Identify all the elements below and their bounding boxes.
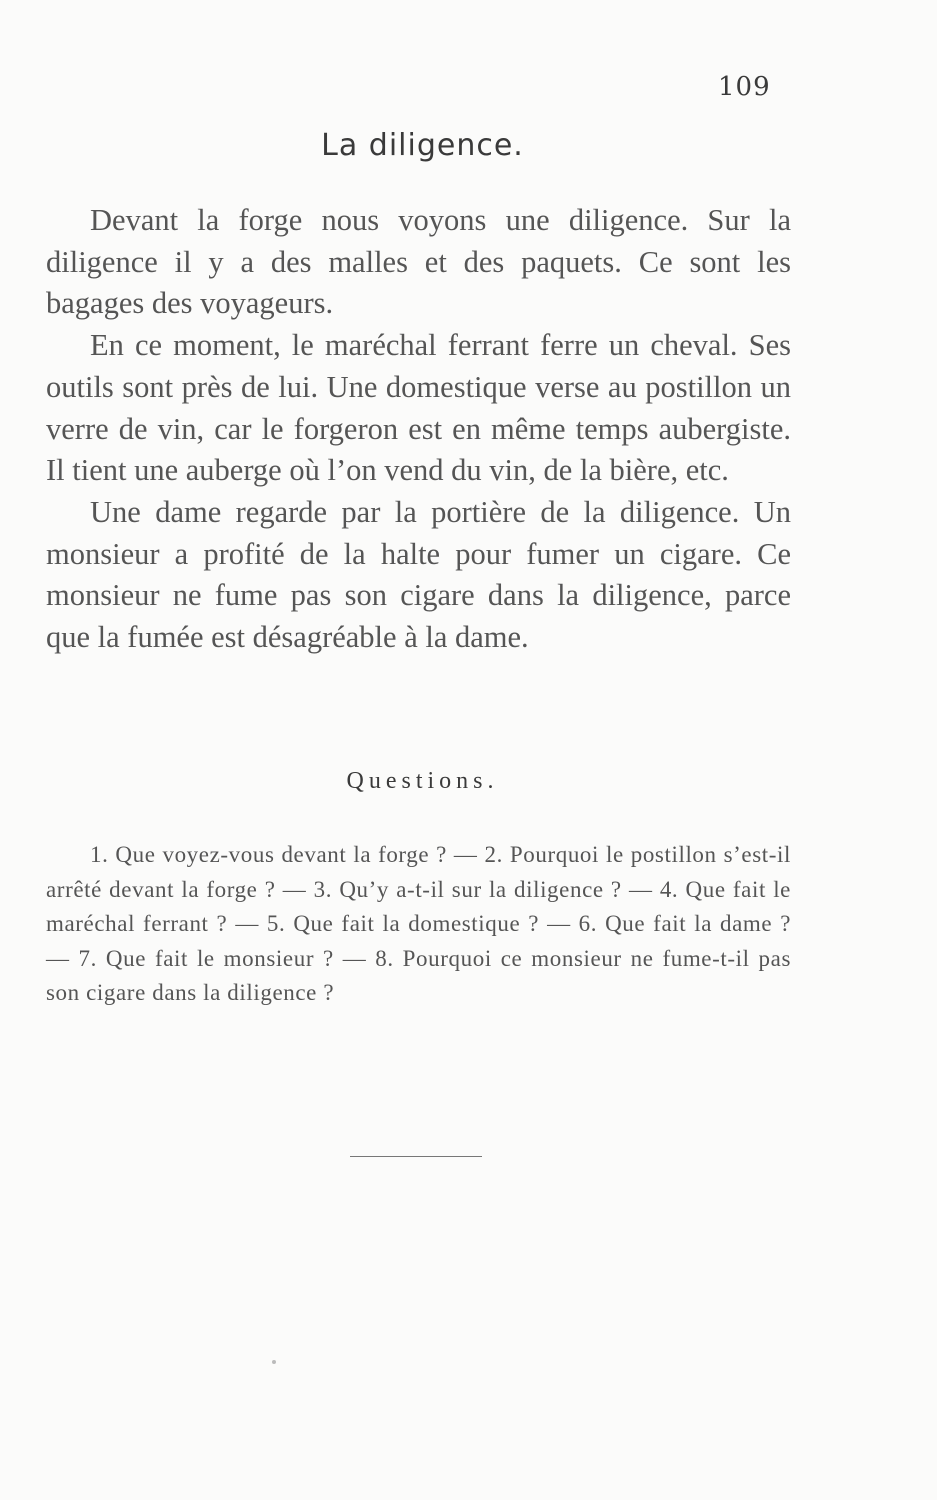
questions-list: 1. Que voyez-vous devant la forge ? — 2. Pourquoi le postillon s’est-il arrêté devant la forge ? — 3. Qu’y a-t-il sur la diligence ? — 4. Que fait le maréchal ferrant ? — 5. Que fait la domestique ? — 6. Que fait la dame ? — 7. Que fait le monsieur ? — 8. Pourquoi ce monsieur ne fume-t-il pas son cigare dans la diligence ? <box>46 842 791 1006</box>
paragraph-3: Une dame regarde par la portière de la diligence. Un monsieur a profité de la halte pour fumer un cigare. Ce monsieur ne fume pas son cigare dans la diligence, parce que la fumée est désagréable à la dame. <box>46 494 791 655</box>
paragraph-2: En ce moment, le maréchal ferrant ferre un cheval. Ses outils sont près de lui. Une domestique verse au postillon un verre de vin, car le forgeron est en même temps aubergiste. Il tient une auberge où l’on vend du vin, de la bière, etc. <box>46 328 791 488</box>
reading-passage <box>46 200 791 659</box>
questions-heading: Questions. <box>346 768 499 794</box>
paragraph-1: Devant la forge nous voyons une diligence. Sur la diligence il y a des malles et des paquets. Ce sont les bagages des voyageurs. <box>46 203 791 321</box>
paper-speck <box>272 1360 276 1364</box>
section-divider <box>350 1156 482 1157</box>
page-number: 109 <box>718 72 771 102</box>
page-title: La diligence. <box>321 128 524 163</box>
